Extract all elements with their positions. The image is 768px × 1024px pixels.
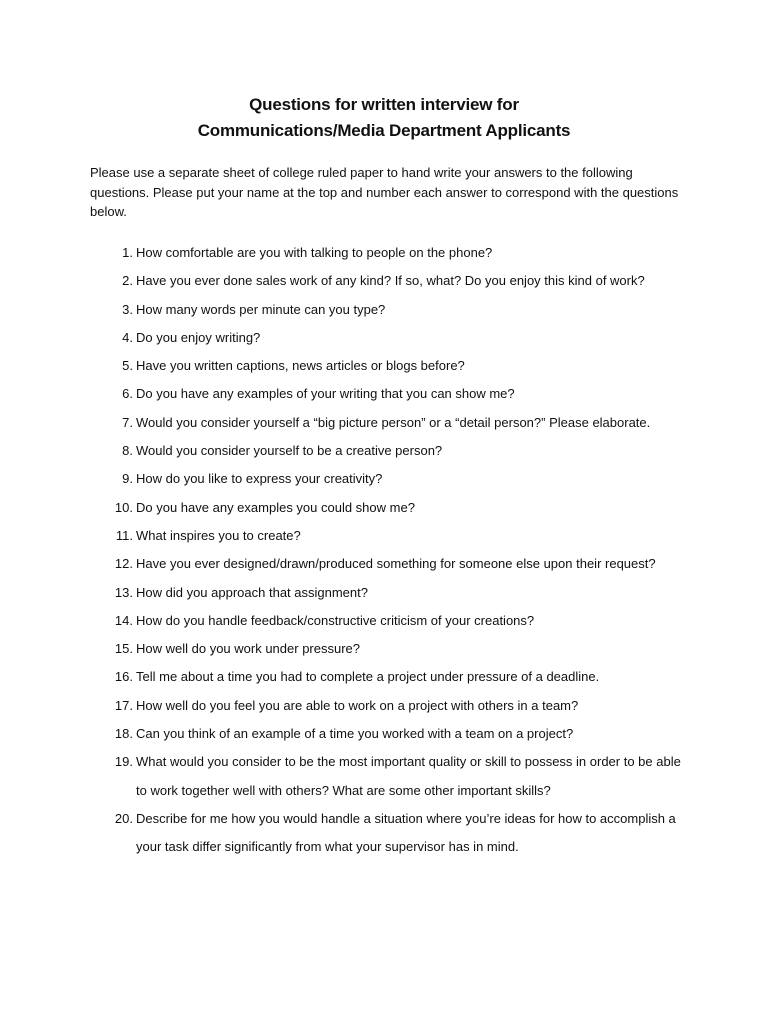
question-text: Have you ever designed/drawn/produced something for someone else upon their request? <box>136 556 656 572</box>
question-list <box>0 239 768 862</box>
question-item <box>0 522 768 550</box>
question-number: 1. <box>122 245 133 260</box>
question-text: How do you like to express your creativity? <box>136 471 383 487</box>
question-item <box>0 465 768 493</box>
question-item <box>0 324 768 352</box>
intro-paragraph: Please use a separate sheet of college ruled paper to hand write your answers to the following questions. Please put your name at the top and number each answer to correspond with the questions below. <box>90 165 679 219</box>
question-item <box>0 296 768 324</box>
question-number: 2. <box>122 273 133 289</box>
question-item <box>0 748 768 805</box>
question-item <box>0 437 768 465</box>
question-number: 20. <box>114 810 133 826</box>
question-item <box>0 663 768 691</box>
question-item <box>0 380 768 408</box>
question-text: How many words per minute can you type? <box>136 301 386 317</box>
document-title-line-2: Communications/Media Department Applicants <box>197 121 571 140</box>
question-text: How well do you feel you are able to work on a project with others in a team? <box>136 697 579 713</box>
question-text: Describe for me how you would handle a situation where you’re ideas for how to accomplish a your task differ significantly from what your supervisor has in mind. <box>136 810 676 855</box>
question-number: 3. <box>122 301 133 317</box>
question-number: 5. <box>122 358 133 374</box>
question-number: 14. <box>114 612 133 628</box>
question-number: 17. <box>114 697 133 713</box>
question-text: How did you approach that assignment? <box>136 584 368 600</box>
question-item <box>0 239 768 267</box>
question-number: 7. <box>122 414 133 430</box>
question-number: 9. <box>122 471 133 487</box>
question-item <box>0 409 768 437</box>
question-number: 4. <box>122 329 133 345</box>
question-number: 11. <box>115 527 133 543</box>
question-text: What inspires you to create? <box>136 527 301 543</box>
question-number: 15. <box>114 641 133 657</box>
question-text: Would you consider yourself to be a creative person? <box>136 443 443 459</box>
question-text: How comfortable are you with talking to people on the phone? <box>136 245 493 260</box>
document-title-line-1: Questions for written interview for <box>249 95 519 114</box>
question-number: 13. <box>114 584 133 600</box>
question-item <box>0 720 768 748</box>
question-text: What would you consider to be the most important quality or skill to possess in order to be able to work together well with others? What are some other important skills? <box>136 754 681 798</box>
question-number: 18. <box>114 726 133 742</box>
question-text: Have you ever done sales work of any kind? If so, what? Do you enjoy this kind of work? <box>136 273 645 289</box>
question-item <box>0 607 768 635</box>
question-text: Do you have any examples of your writing that you can show me? <box>136 386 515 402</box>
question-text: Have you written captions, news articles or blogs before? <box>136 358 465 374</box>
question-item <box>0 579 768 607</box>
question-number: 10. <box>114 499 133 515</box>
question-text: Do you enjoy writing? <box>136 329 261 345</box>
question-text: Can you think of an example of a time you worked with a team on a project? <box>136 726 574 742</box>
question-item <box>0 494 768 522</box>
question-item <box>0 805 768 862</box>
question-item <box>0 692 768 720</box>
question-text: How well do you work under pressure? <box>136 641 360 657</box>
question-text: Do you have any examples you could show me? <box>136 499 415 515</box>
question-text: Would you consider yourself a “big picture person” or a “detail person?” Please elaborate. <box>136 414 651 430</box>
question-text: Tell me about a time you had to complete a project under pressure of a deadline. <box>136 669 600 685</box>
question-number: 8. <box>122 443 133 459</box>
question-item <box>0 352 768 380</box>
question-item <box>0 550 768 578</box>
question-number: 6. <box>122 386 133 402</box>
question-number: 16. <box>114 669 133 685</box>
question-item <box>0 267 768 295</box>
question-number: 12. <box>114 556 133 572</box>
question-item <box>0 635 768 663</box>
question-number: 19. <box>114 754 133 770</box>
question-text: How do you handle feedback/constructive criticism of your creations? <box>136 612 535 628</box>
